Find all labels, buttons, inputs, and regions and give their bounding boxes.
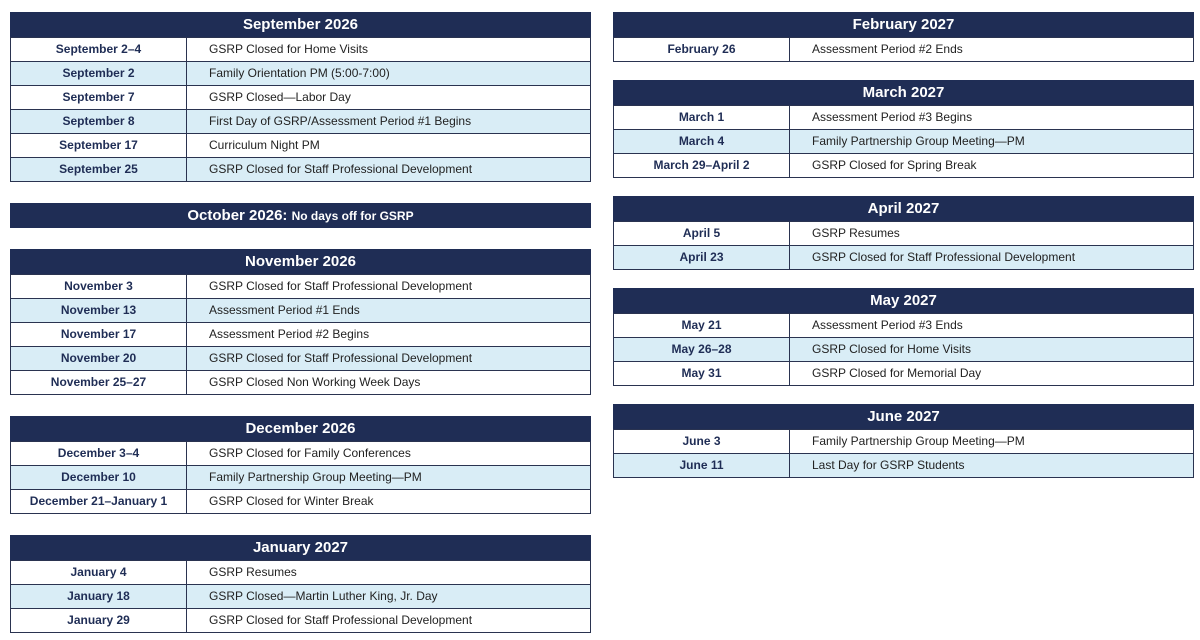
event-description: GSRP Closed for Home Visits	[812, 342, 971, 356]
event-date: November 17	[11, 323, 187, 346]
event-date: April 23	[614, 246, 790, 269]
table-row	[11, 322, 590, 346]
event-description: Assessment Period #1 Ends	[209, 303, 360, 317]
month-header	[10, 249, 591, 274]
event-description: GSRP Closed for Staff Professional Development	[209, 613, 473, 627]
month-subtitle: No days off for GSRP	[291, 209, 414, 223]
month-section-november-2026	[10, 249, 591, 395]
event-date: January 29	[11, 609, 187, 632]
event-description: GSRP Closed—Labor Day	[209, 90, 351, 104]
month-section-may-2027	[613, 288, 1194, 386]
event-table	[10, 560, 591, 633]
table-row	[11, 61, 590, 85]
month-title: November 2026	[245, 253, 356, 270]
month-title: February 2027	[852, 16, 955, 33]
event-description: GSRP Closed Non Working Week Days	[209, 375, 421, 389]
table-row	[11, 370, 590, 394]
event-date: May 26–28	[614, 338, 790, 361]
month-title: September 2026	[242, 16, 359, 33]
month-header	[10, 12, 591, 37]
table-row	[11, 608, 590, 632]
event-description: GSRP Closed for Staff Professional Development	[209, 351, 473, 365]
event-description: GSRP Closed for Winter Break	[209, 494, 374, 508]
table-row	[614, 105, 1193, 129]
month-title: May 2027	[870, 292, 937, 309]
section-gap	[10, 395, 591, 416]
event-description: Assessment Period #3 Ends	[812, 318, 963, 332]
section-gap	[10, 514, 591, 535]
month-title: December 2026	[245, 420, 356, 437]
section-gap	[613, 386, 1194, 404]
section-gap	[613, 270, 1194, 288]
event-date: September 7	[11, 86, 187, 109]
table-row	[11, 441, 590, 465]
event-date: November 13	[11, 299, 187, 322]
event-date: September 8	[11, 110, 187, 133]
event-description: Assessment Period #2 Ends	[812, 42, 963, 56]
event-date: September 25	[11, 158, 187, 181]
month-section-october-2026	[10, 203, 591, 228]
table-row	[11, 560, 590, 584]
event-date: December 3–4	[11, 442, 187, 465]
table-row	[11, 489, 590, 513]
event-description: GSRP Closed for Family Conferences	[209, 446, 411, 460]
event-description: GSRP Closed for Staff Professional Development	[209, 162, 473, 176]
table-row	[614, 37, 1193, 61]
event-table	[613, 221, 1194, 270]
section-gap	[10, 182, 591, 203]
table-row	[11, 465, 590, 489]
event-description: Assessment Period #3 Begins	[812, 110, 973, 124]
section-gap	[10, 228, 591, 249]
table-row	[614, 313, 1193, 337]
month-header	[10, 416, 591, 441]
right-column	[613, 12, 1194, 478]
table-row	[614, 453, 1193, 477]
table-row	[11, 157, 590, 181]
event-description: First Day of GSRP/Assessment Period #1 Begins	[209, 114, 472, 128]
month-title: March 2027	[862, 84, 945, 101]
event-description: GSRP Resumes	[812, 226, 900, 240]
event-description: GSRP Closed for Spring Break	[812, 158, 977, 172]
left-column	[10, 12, 591, 633]
table-row	[614, 361, 1193, 385]
event-date: September 17	[11, 134, 187, 157]
table-row	[11, 109, 590, 133]
table-row	[11, 85, 590, 109]
event-description: Family Partnership Group Meeting—PM	[812, 134, 1025, 148]
table-row	[11, 274, 590, 298]
event-date: June 11	[614, 454, 790, 477]
table-row	[614, 153, 1193, 177]
month-section-december-2026	[10, 416, 591, 514]
table-row	[614, 337, 1193, 361]
event-date: March 4	[614, 130, 790, 153]
month-section-january-2027	[10, 535, 591, 633]
event-description: Family Partnership Group Meeting—PM	[812, 434, 1025, 448]
event-date: December 10	[11, 466, 187, 489]
event-date: November 3	[11, 275, 187, 298]
month-title: October 2026:	[187, 207, 288, 224]
event-description: Assessment Period #2 Begins	[209, 327, 370, 341]
table-row	[614, 245, 1193, 269]
event-table	[10, 441, 591, 514]
event-date: March 29–April 2	[614, 154, 790, 177]
month-header	[10, 203, 591, 228]
event-description: Last Day for GSRP Students	[812, 458, 965, 472]
event-table	[10, 37, 591, 182]
event-date: April 5	[614, 222, 790, 245]
event-date: March 1	[614, 106, 790, 129]
month-header	[613, 12, 1194, 37]
month-title: June 2027	[867, 408, 940, 425]
month-section-march-2027	[613, 80, 1194, 178]
event-table	[613, 313, 1194, 386]
table-row	[614, 221, 1193, 245]
event-description: GSRP Closed—Martin Luther King, Jr. Day	[209, 589, 438, 603]
event-date: May 21	[614, 314, 790, 337]
event-description: GSRP Closed for Memorial Day	[812, 366, 982, 380]
table-row	[11, 298, 590, 322]
month-section-september-2026	[10, 12, 591, 182]
event-date: September 2	[11, 62, 187, 85]
event-table	[10, 274, 591, 395]
event-date: June 3	[614, 430, 790, 453]
event-table	[613, 429, 1194, 478]
event-description: Family Orientation PM (5:00-7:00)	[209, 66, 390, 80]
table-row	[614, 129, 1193, 153]
month-section-april-2027	[613, 196, 1194, 270]
table-row	[11, 37, 590, 61]
event-description: GSRP Closed for Staff Professional Development	[209, 279, 473, 293]
event-table	[613, 37, 1194, 62]
event-description: Curriculum Night PM	[209, 138, 320, 152]
event-date: January 4	[11, 561, 187, 584]
month-header	[613, 404, 1194, 429]
month-header	[613, 288, 1194, 313]
month-section-june-2027	[613, 404, 1194, 478]
table-row	[11, 133, 590, 157]
month-title: April 2027	[867, 200, 940, 217]
section-gap	[613, 62, 1194, 80]
event-date: January 18	[11, 585, 187, 608]
event-description: GSRP Closed for Home Visits	[209, 42, 368, 56]
event-description: GSRP Closed for Staff Professional Development	[812, 250, 1076, 264]
event-date: September 2–4	[11, 38, 187, 61]
table-row	[11, 584, 590, 608]
month-header	[613, 196, 1194, 221]
event-description: Family Partnership Group Meeting—PM	[209, 470, 422, 484]
table-row	[11, 346, 590, 370]
event-date: November 25–27	[11, 371, 187, 394]
month-header	[613, 80, 1194, 105]
event-table	[613, 105, 1194, 178]
month-section-february-2027	[613, 12, 1194, 62]
event-date: May 31	[614, 362, 790, 385]
section-gap	[613, 178, 1194, 196]
table-row	[614, 429, 1193, 453]
month-title: January 2027	[252, 539, 349, 556]
event-description: GSRP Resumes	[209, 565, 297, 579]
event-date: February 26	[614, 38, 790, 61]
event-date: November 20	[11, 347, 187, 370]
month-header	[10, 535, 591, 560]
event-date: December 21–January 1	[11, 490, 187, 513]
